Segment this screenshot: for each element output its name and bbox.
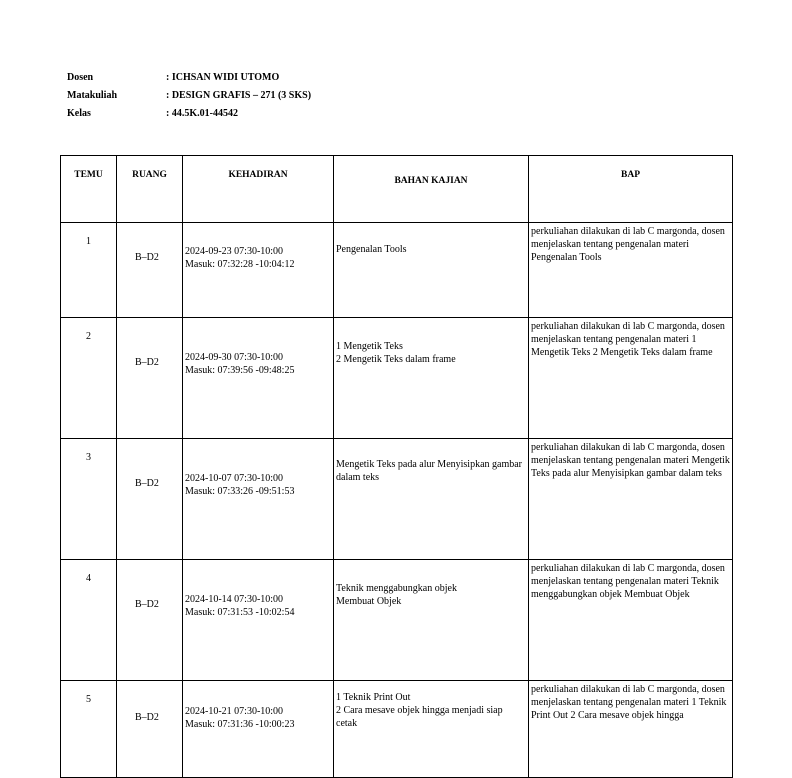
ruang-cell: B–D2 — [117, 318, 183, 439]
attendance-table — [60, 155, 733, 778]
bahan-line: 1 Teknik Print Out — [336, 692, 411, 703]
masuk-text: Masuk: 07:39:56 -09:48:25 — [185, 365, 295, 376]
jadwal-text: 2024-10-21 07:30-10:00 — [185, 706, 284, 717]
table-row — [61, 560, 733, 681]
bap-cell: perkuliahan dilakukan di lab C margonda, dosen menjelaskan tentang pengenalan materi Mengetik Teks pada alur Menyisipkan gambar dalam teks — [529, 439, 733, 560]
kehadiran-cell — [183, 439, 334, 560]
bahan-line: Mengetik Teks pada alur Menyisipkan gambar dalam teks — [336, 459, 523, 483]
temu-cell: 5 — [61, 681, 117, 778]
dosen-label: Dosen — [67, 72, 94, 83]
table-row — [61, 681, 733, 778]
jadwal-text: 2024-10-14 07:30-10:00 — [185, 594, 284, 605]
table-row — [61, 439, 733, 560]
masuk-text: Masuk: 07:31:36 -10:00:23 — [185, 719, 295, 730]
kelas-label: Kelas — [67, 108, 91, 119]
bahan-kajian-cell — [334, 318, 529, 439]
masuk-text: Masuk: 07:32:28 -10:04:12 — [185, 259, 295, 270]
ruang-cell: B–D2 — [117, 223, 183, 318]
jadwal-text: 2024-10-07 07:30-10:00 — [185, 473, 284, 484]
bap-cell: perkuliahan dilakukan di lab C margonda, dosen menjelaskan tentang pengenalan materi 1 Teknik Print Out 2 Cara mesave objek hingga — [529, 681, 733, 778]
bap-cell: perkuliahan dilakukan di lab C margonda, dosen menjelaskan tentang pengenalan materi 1 Mengetik Teks 2 Mengetik Teks dalam frame — [529, 318, 733, 439]
masuk-text: Masuk: 07:31:53 -10:02:54 — [185, 607, 295, 618]
ruang-cell: B–D2 — [117, 681, 183, 778]
bahan-line: 2 Cara mesave objek hingga menjadi siap cetak — [336, 705, 503, 729]
temu-cell: 1 — [61, 223, 117, 318]
header-bahan-kajian: BAHAN KAJIAN — [334, 156, 529, 223]
kelas-value: : 44.5K.01-44542 — [166, 108, 238, 119]
header-kehadiran: KEHADIRAN — [183, 156, 334, 223]
bahan-line: 1 Mengetik Teks — [336, 341, 403, 352]
kehadiran-cell — [183, 318, 334, 439]
ruang-cell: B–D2 — [117, 560, 183, 681]
dosen-value: : ICHSAN WIDI UTOMO — [166, 72, 280, 83]
table-header-row — [61, 156, 733, 223]
bahan-kajian-cell — [334, 223, 529, 318]
kehadiran-cell — [183, 681, 334, 778]
bahan-kajian-cell — [334, 439, 529, 560]
header-bap: BAP — [529, 156, 733, 223]
bahan-kajian-cell — [334, 560, 529, 681]
temu-cell: 2 — [61, 318, 117, 439]
bahan-line: 2 Mengetik Teks dalam frame — [336, 354, 456, 365]
table-row — [61, 223, 733, 318]
matakuliah-label: Matakuliah — [67, 90, 118, 101]
jadwal-text: 2024-09-23 07:30-10:00 — [185, 246, 284, 257]
table-row — [61, 318, 733, 439]
bahan-line: Pengenalan Tools — [336, 244, 407, 255]
ruang-cell: B–D2 — [117, 439, 183, 560]
kehadiran-cell — [183, 223, 334, 318]
header-ruang: RUANG — [117, 156, 183, 223]
matakuliah-value: : DESIGN GRAFIS – 271 (3 SKS) — [166, 90, 312, 101]
jadwal-text: 2024-09-30 07:30-10:00 — [185, 352, 284, 363]
temu-cell: 3 — [61, 439, 117, 560]
bap-cell: perkuliahan dilakukan di lab C margonda, dosen menjelaskan tentang pengenalan materi Pengenalan Tools — [529, 223, 733, 318]
header-temu: TEMU — [61, 156, 117, 223]
temu-cell: 4 — [61, 560, 117, 681]
kehadiran-cell — [183, 560, 334, 681]
masuk-text: Masuk: 07:33:26 -09:51:53 — [185, 486, 295, 497]
bahan-kajian-cell — [334, 681, 529, 778]
bap-cell: perkuliahan dilakukan di lab C margonda, dosen menjelaskan tentang pengenalan materi Teknik menggabungkan objek Membuat Objek — [529, 560, 733, 681]
bahan-line: Membuat Objek — [336, 596, 402, 607]
bahan-line: Teknik menggabungkan objek — [336, 583, 457, 594]
